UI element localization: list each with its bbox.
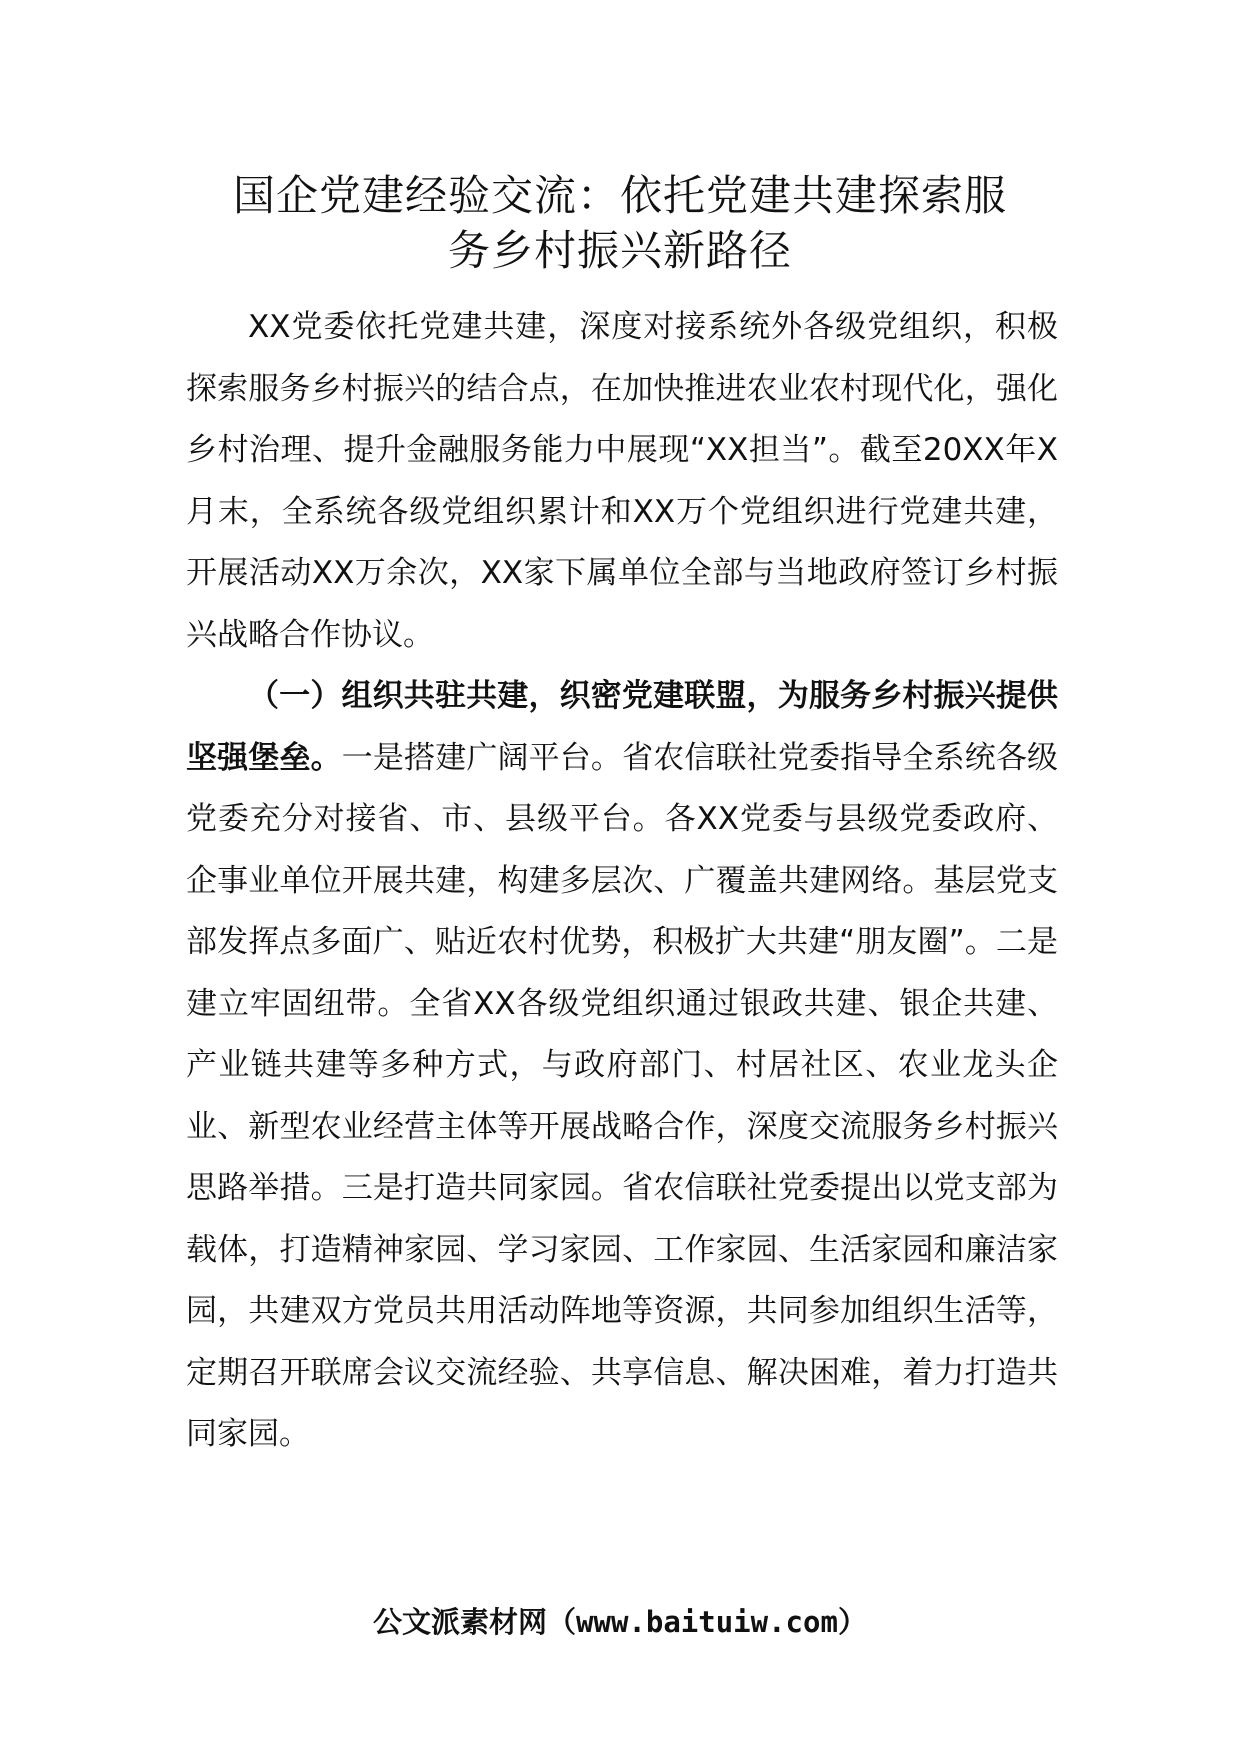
paragraph-intro: XX党委依托党建共建，深度对接系统外各级党组织，积极探索服务乡村振兴的结合点，在加快推进农业农村现代化，强化乡村治理、提升金融服务能力中展现“XX担当”。截至20XX年X月末，全系统各级党组织累计和XX万个党组织进行党建共建，开展活动XX万余次，XX家下属单位全部与当地政府签订乡村振兴战略合作协议。 <box>186 309 1058 653</box>
footer-site-url: （www.baituiw.com） <box>547 1605 867 1639</box>
title-line-2: 务乡村振兴新路径 <box>447 226 792 275</box>
footer-watermark <box>0 1600 1240 1644</box>
section-body: 一是搭建广阔平台。省农信联社党委指导全系统各级党委充分对接省、市、县级平台。各XX党委与县级党委政府、企事业单位开展共建，构建多层次、广覆盖共建网络。基层党支部发挥点多面广、贴近农村优势，积极扩大共建“朋友圈”。二是建立牢固纽带。全省XX各级党组织通过银政共建、银企共建、产业链共建等多种方式，与政府部门、村居社区、农业龙头企业、新型农业经营主体等开展战略合作，深度交流服务乡村振兴思路举措。三是打造共同家园。省农信联社党委提出以党支部为载体，打造精神家园、学习家园、工作家园、生活家园和廉洁家园，共建双方党员共用活动阵地等资源，共同参加组织生活等，定期召开联席会议交流经验、共享信息、解决困难，着力打造共同家园。 <box>186 739 1059 1452</box>
section-heading: （一）组织共驻共建，织密党建联盟，为服务乡村振兴提供坚强堡垒。 <box>186 678 1058 776</box>
title-line-1: 国企党建经验交流：依托党建共建探索服 <box>232 171 1007 220</box>
paragraph-section-1 <box>186 666 1058 1466</box>
document-title <box>180 168 1060 278</box>
document-body <box>186 297 1058 1466</box>
footer-site-name: 公文派素材网 <box>373 1605 548 1639</box>
